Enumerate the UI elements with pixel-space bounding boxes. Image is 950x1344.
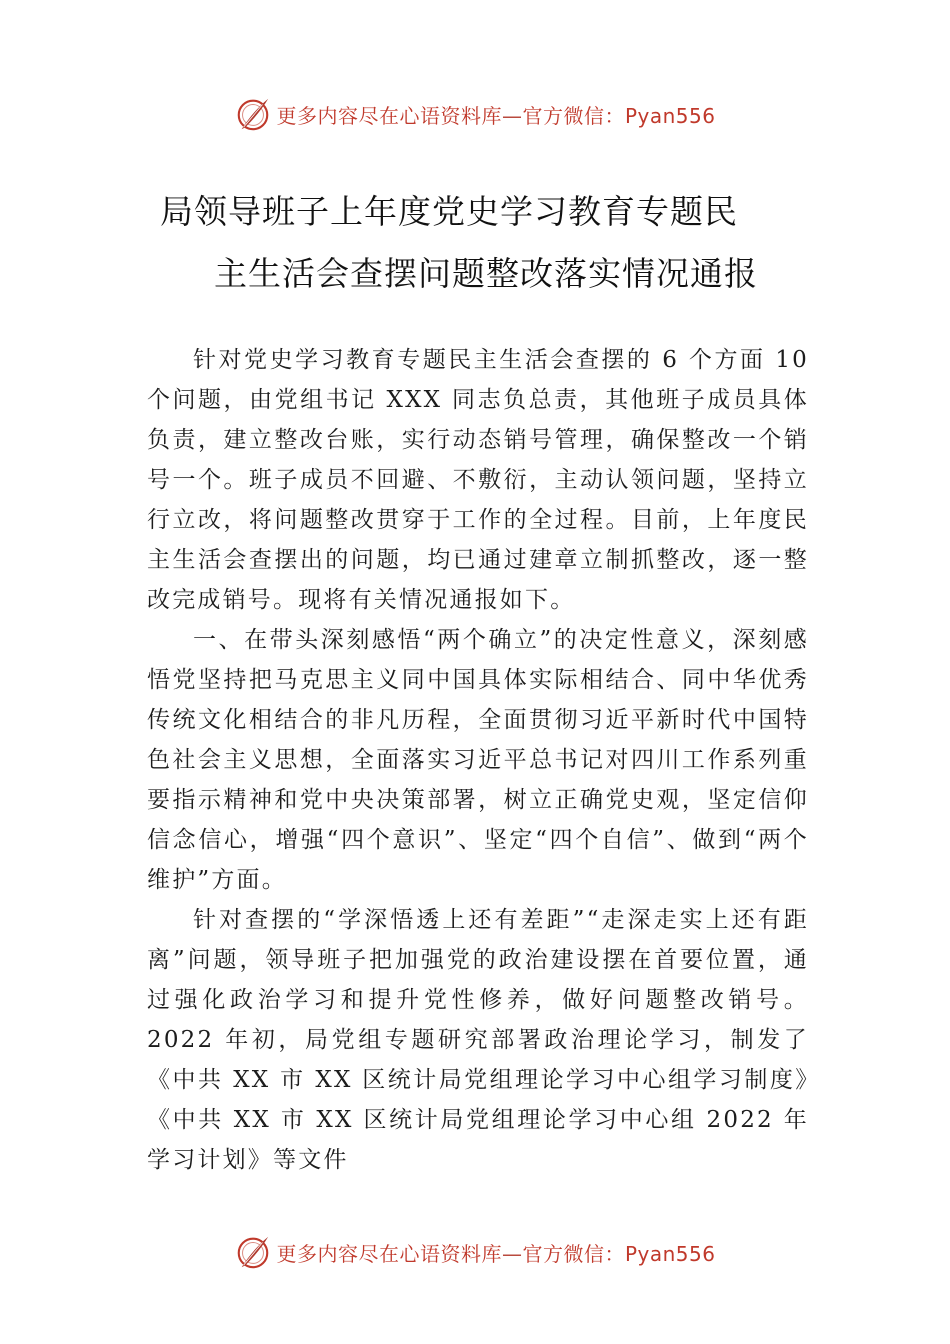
header-banner (0, 92, 950, 136)
paragraph-section-one: 一、在带头深刻感悟“两个确立”的决定性意义，深刻感悟党坚持把马克思主义同中国具体实际相结合、同中华优秀传统文化相结合的非凡历程，全面贯彻习近平新时代中国特色社会主义思想，全面落实习近平总书记对四川工作系列重要指示精神和党中央决策部署，树立正确党史观，坚定信仰信念信心，增强“四个意识”、坚定“四个自信”、做到“两个维护”方面。 (147, 627, 809, 893)
document-title-line-1: 局领导班子上年度党史学习教育专题民 (160, 192, 738, 231)
banner-dash: — (501, 1241, 523, 1266)
document-title-line-2: 主生活会查摆问题整改落实情况通报 (214, 254, 758, 293)
paragraph-intro: 针对党史学习教育专题民主生活会查摆的 6 个方面 10 个问题，由党组书记 XXX 同志负总责，其他班子成员具体负责，建立整改台账，实行动态销号管理，确保整改一个销号一个。班子成员不回避、不敷衍，主动认领问题，坚持立 行立改，将问题整改贯穿于工作的全过程。目前，上年度民主生活会查摆出的问题，均已通过建章立制抓整改，逐一整改完成销号。现将有关情况通报如下。 (147, 347, 809, 613)
document-body (147, 340, 809, 1180)
banner-wechat-text: 官方微信：Pyan556 (522, 1241, 716, 1266)
banner-wechat-text: 官方微信：Pyan556 (522, 103, 716, 128)
quill-logo-icon (234, 95, 272, 133)
paragraph-rectification: 针对查摆的“学深悟透上还有差距”“走深走实上还有距离”问题，领导班子把加强党的政治建设摆在首要位置，通过强化政治学习和提升党性修养，做好问题整改销号。2022 年初，局党组专题研究部署政治理论学习，制发了《中共 XX 市 XX 区统计局党组理论学习中心组学习制度》《中共 XX 市 XX 区统计局党组理论学习中心组 2022 年学习计划》等文件 (147, 907, 809, 1173)
banner-dash: — (501, 103, 523, 128)
quill-logo-icon (234, 1233, 272, 1271)
banner-main-text: 更多内容尽在心语资料库 (276, 103, 502, 128)
banner-main-text: 更多内容尽在心语资料库 (276, 1241, 502, 1266)
banner-text (276, 1238, 715, 1267)
footer-banner (0, 1230, 950, 1274)
banner-text (276, 100, 715, 129)
